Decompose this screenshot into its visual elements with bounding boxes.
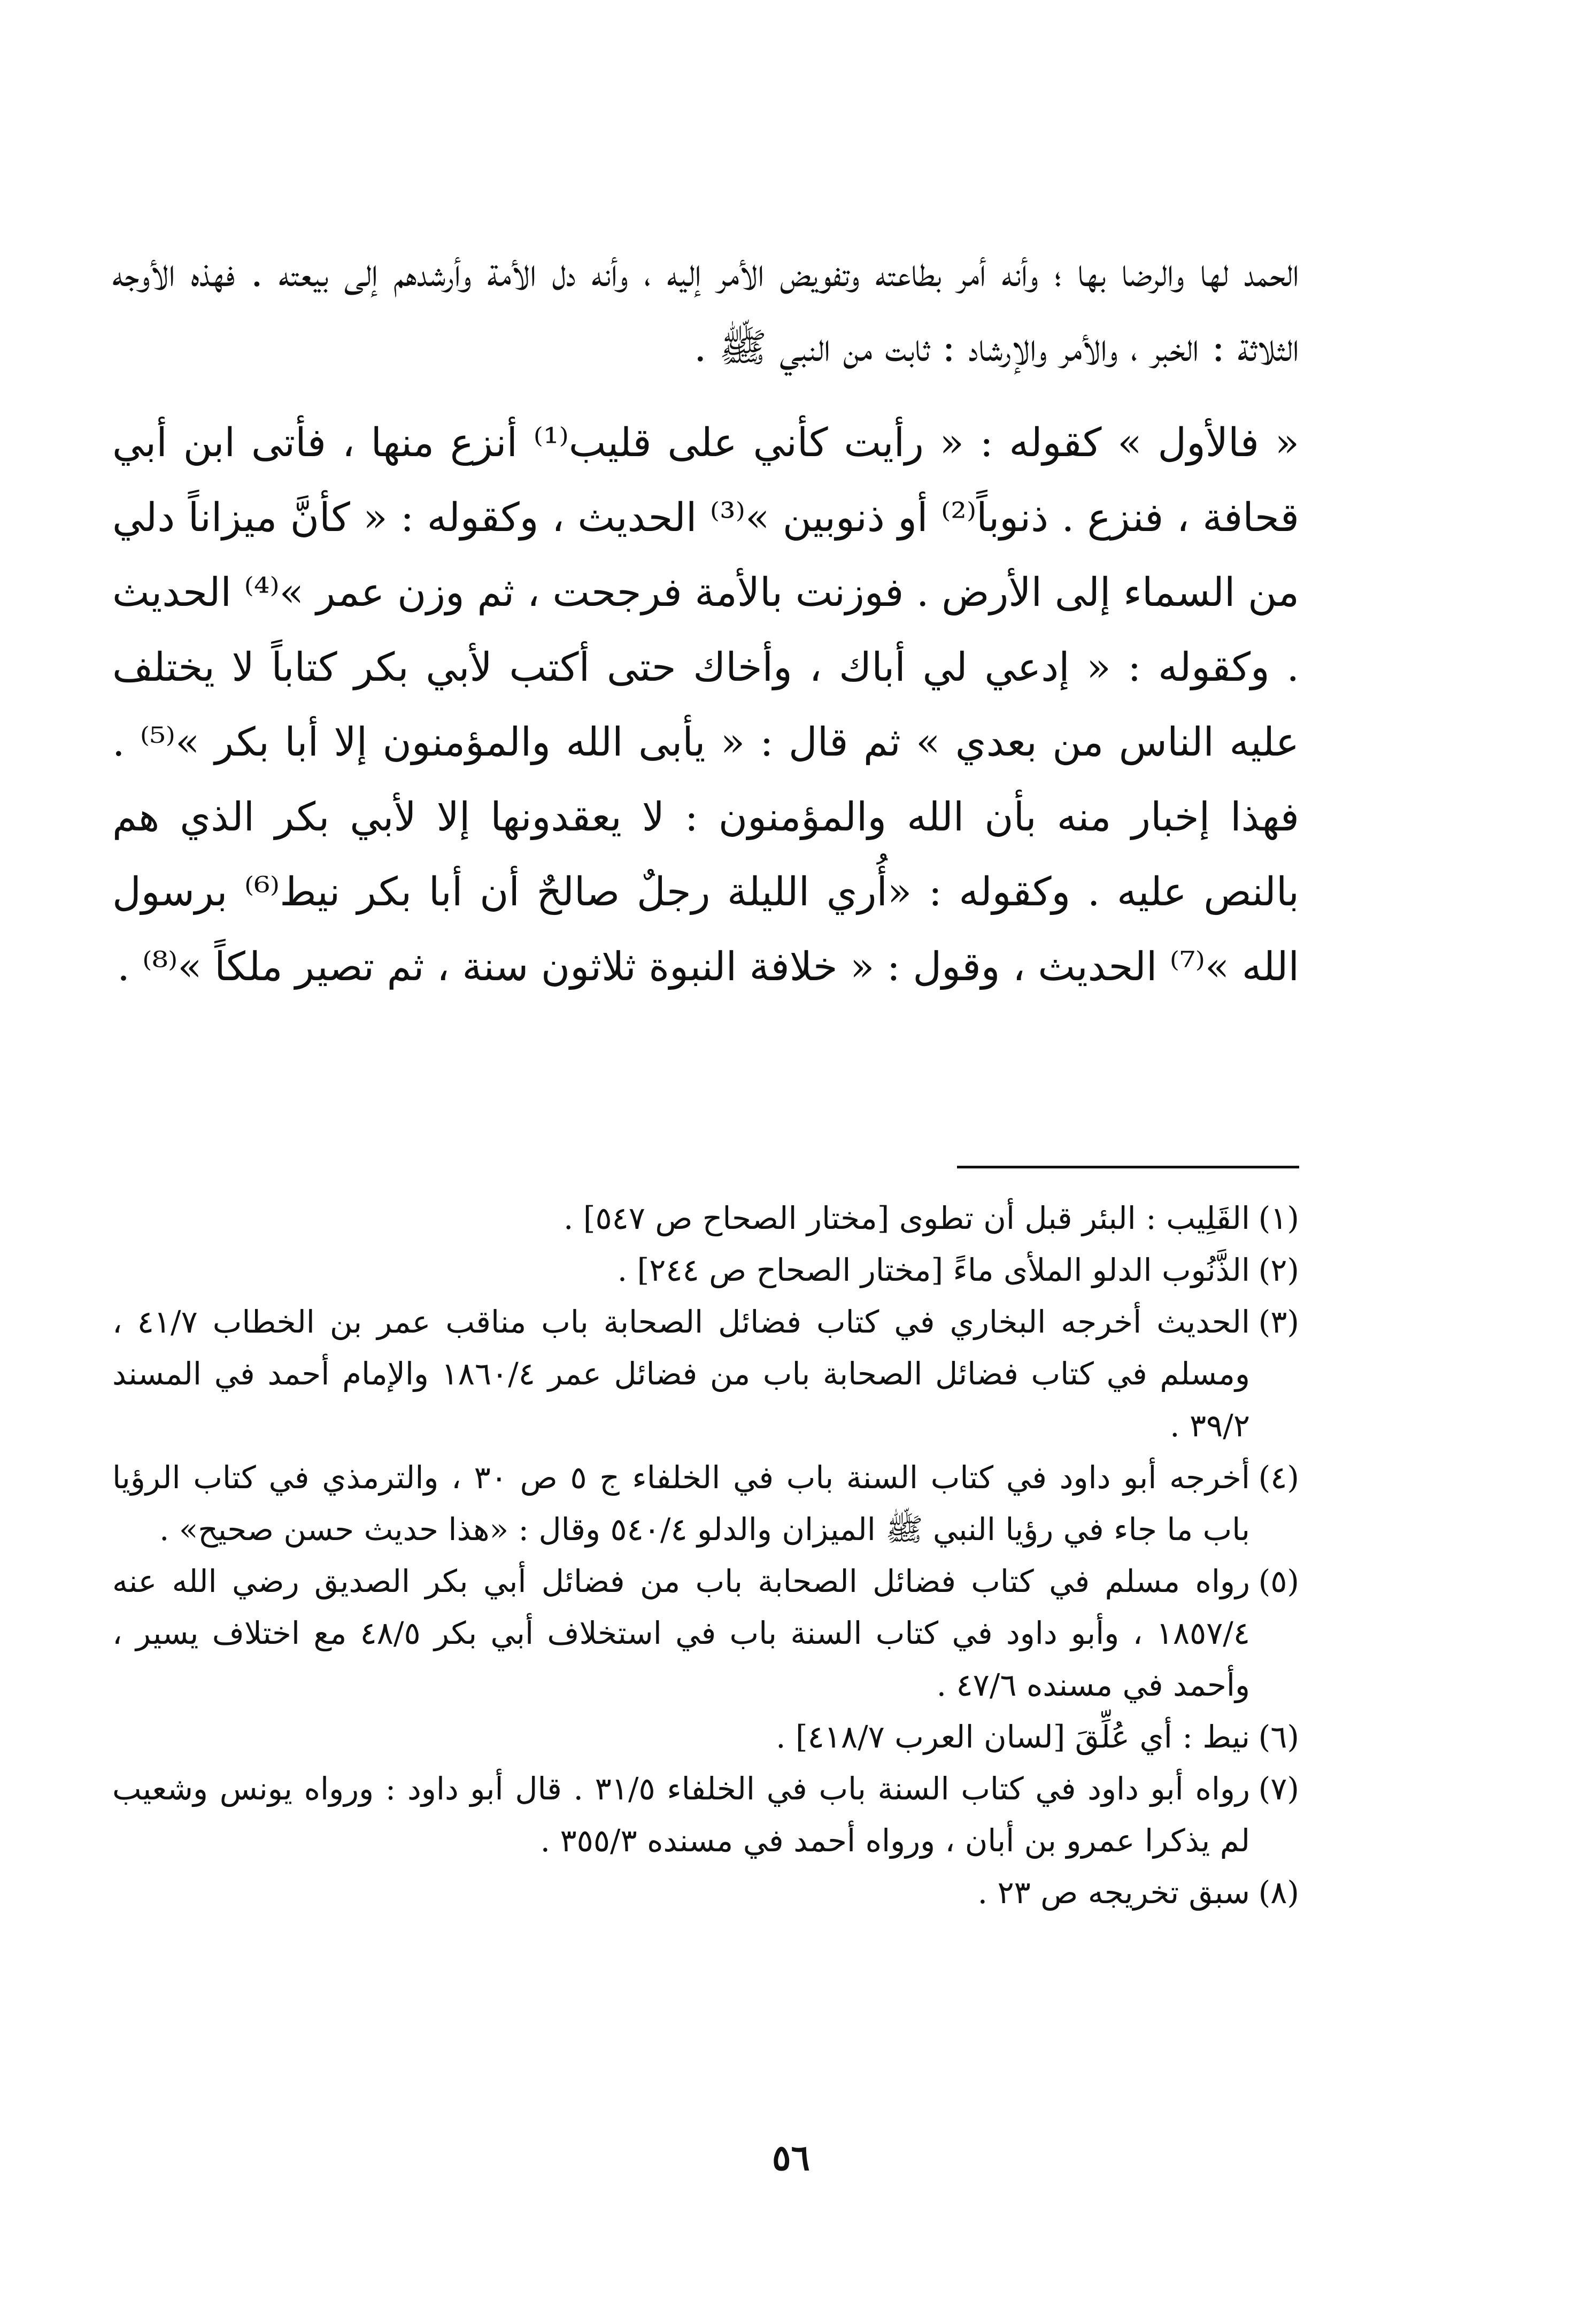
footnote-text: القَلِيب : البئر قبل أن تطوى [مختار الصحاح ص ٥٤٧] . xyxy=(563,1200,1250,1236)
footnote-number: (١) xyxy=(1258,1200,1299,1236)
footnote-text: نيط : أي عُلِّقَ [لسان العرب ٤١٨/٧] . xyxy=(776,1719,1250,1755)
paragraph: « فالأول » كقوله : « رأيت كأني على قليب⁽¹⁾ أنزع منها ، فأتى ابن أبي قحافة ، فنزع . ذنوباً⁽²⁾ أو ذنوبين »⁽³⁾ الحديث ، وكقوله : « كأنَّ ميزاناً دلي من السماء إلى الأرض . فوزنت بالأمة فرجحت ، ثم وزن عمر »⁽⁴⁾ الحديث . وكقوله : « إدعي لي أباك ، وأخاك حتى أكتب لأبي بكر كتاباً لا يختلف عليه الناس من بعدي » ثم قال : « يأبى الله والمؤمنون إلا أبا بكر »⁽⁵⁾ . فهذا إخبار منه بأن الله والمؤمنون : لا يعقدونها إلا لأبي بكر الذي هم بالنص عليه . وكقوله : «أُري الليلة رجلٌ صالحٌ أن أبا بكر نيط⁽⁶⁾ برسول الله »⁽⁷⁾ الحديث ، وقول : « خلافة النبوة ثلاثون سنة ، ثم تصير ملكاً »⁽⁸⁾ . xyxy=(112,420,1299,990)
footnote xyxy=(112,1867,1299,1919)
footnote-text: الحديث أخرجه البخاري في كتاب فضائل الصحابة باب مناقب عمر بن الخطاب ٤١/٧ ، ومسلم في كتاب فضائل الصحابة باب من فضائل عمر ١٨٦٠/٤ والإمام أحمد في المسند ٣٩/٢ . xyxy=(112,1304,1250,1444)
footnote xyxy=(112,1192,1299,1244)
footnote xyxy=(112,1711,1299,1763)
footnote-text: الذَّنُوب الدلو الملأى ماءً [مختار الصحاح ص ٢٤٤] . xyxy=(617,1252,1250,1288)
page-number: ٥٦ xyxy=(772,2137,810,2179)
footnote-number: (٧) xyxy=(1258,1771,1299,1807)
footnote-number: (٣) xyxy=(1258,1304,1299,1340)
main-text xyxy=(112,235,1299,1004)
footnotes xyxy=(112,1192,1299,1919)
footnote xyxy=(112,1244,1299,1296)
footnote xyxy=(112,1556,1299,1711)
footnote-number: (٦) xyxy=(1258,1719,1299,1755)
footnote-number: (٨) xyxy=(1258,1874,1299,1911)
footnote-number: (٤) xyxy=(1258,1459,1299,1496)
footnote-text: سبق تخريجه ص ٢٣ . xyxy=(977,1874,1250,1911)
footnote-separator xyxy=(957,1166,1299,1168)
footnote-text: رواه أبو داود في كتاب السنة باب في الخلفاء ٣١/٥ . قال أبو داود : ورواه يونس وشعيب لم يذكرا عمرو بن أبان ، ورواه أحمد في مسنده ٣٥٥/٣ . xyxy=(112,1771,1250,1859)
footnote xyxy=(112,1296,1299,1452)
footnote xyxy=(112,1452,1299,1556)
footnote-number: (٥) xyxy=(1258,1563,1299,1599)
footnote-text: أخرجه أبو داود في كتاب السنة باب في الخلفاء ج ٥ ص ٣٠ ، والترمذي في كتاب الرؤيا باب ما جاء في رؤيا النبي ﷺ الميزان والدلو ٥٤٠/٤ وقال : «هذا حديث حسن صحيح» . xyxy=(112,1459,1251,1548)
paragraph: الحمد لها والرضا بها ؛ وأنه أمر بطاعته وتفويض الأمر إليه ، وأنه دل الأمة وأرشدهم إلى بيعته . فهذه الأوجه الثلاثة : الخبر ، والأمر والإرشاد : ثابت من النبي ﷺ . xyxy=(112,250,1299,371)
footnote-text: رواه مسلم في كتاب فضائل الصحابة باب من فضائل أبي بكر الصديق رضي الله عنه ١٨٥٧/٤ ، وأبو داود في كتاب السنة باب في استخلاف أبي بكر ٤٨/٥ مع اختلاف يسير ، وأحمد في مسنده ٤٧/٦ . xyxy=(112,1563,1250,1703)
footnote-number: (٢) xyxy=(1258,1252,1299,1288)
footnote xyxy=(112,1763,1299,1867)
